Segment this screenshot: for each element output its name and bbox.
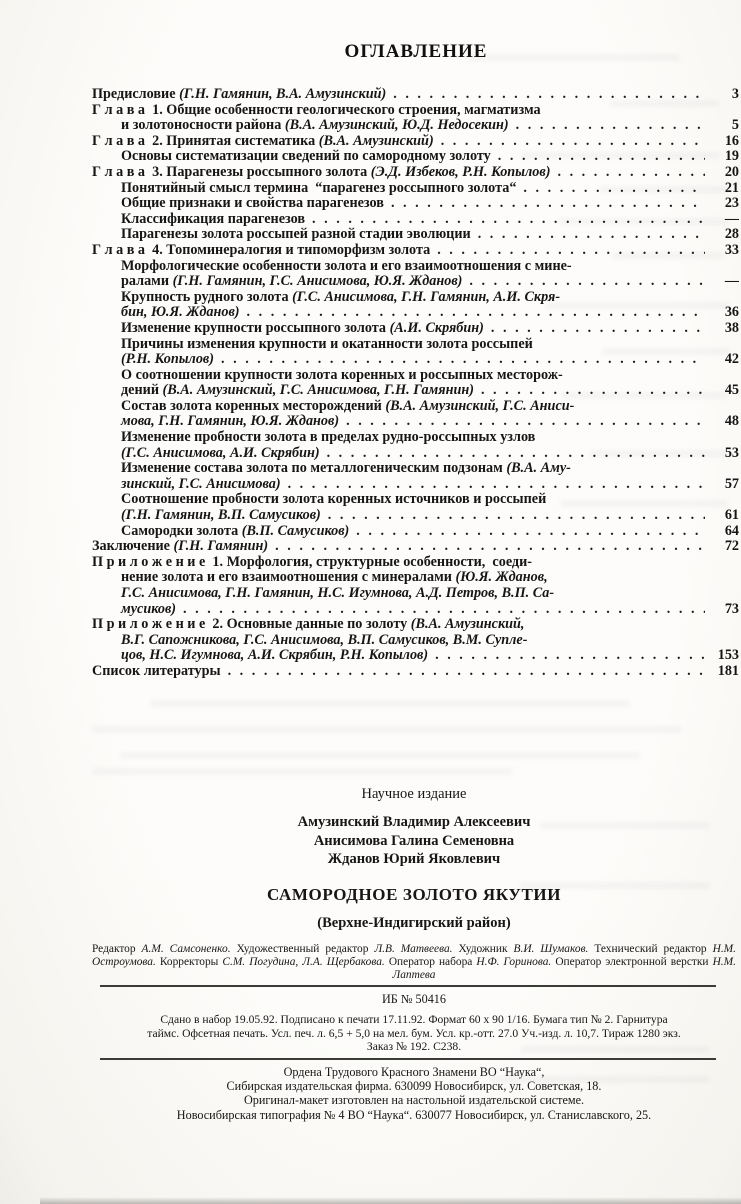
- toc-row: [92, 555, 739, 571]
- page-number: 38: [724, 320, 739, 336]
- dot-leader: [478, 227, 705, 243]
- dot-leader: [498, 149, 705, 165]
- bleedthrough-artifact: [92, 768, 512, 775]
- entry-text: Художник: [452, 942, 514, 955]
- authors-italic-text: Н.М. Лаптева: [392, 955, 736, 982]
- toc-entry-text: [92, 165, 550, 181]
- toc-row: [92, 446, 739, 462]
- toc-entry-text: [121, 274, 462, 290]
- authors-italic-text: цов, Н.С. Игумнова, А.И. Скрябин, Р.Н. Копылов): [121, 648, 429, 664]
- dot-leader: [228, 664, 705, 680]
- author-name: Амузинский Владимир Алексеевич: [297, 814, 531, 830]
- entry-text: Изменение состава золота по металлогеническим подзонам: [121, 461, 507, 477]
- toc-entry-text: [121, 414, 339, 430]
- authors-italic-text: В.Г. Сапожникова, Г.С. Анисимова, В.П. Самусиков, В.М. Супле-: [121, 632, 528, 648]
- entry-text: Оператор набора: [384, 955, 477, 968]
- print-info-line: таймс. Офсетная печать. Усл. печ. л. 6,5 + 5,0 на мел. бум. Усл. кр.-отт. 27.0 Уч.-изд. л. 10,7. Тираж 1280 экз.: [147, 1026, 681, 1040]
- author-name: Анисимова Галина Семеновна: [313, 832, 515, 849]
- entry-text: Изменение крупности россыпного золота: [121, 320, 390, 336]
- dot-leader: [523, 181, 705, 197]
- toc-entry-text: [92, 555, 532, 571]
- authors-italic-text: (В.А. Амузинский): [318, 133, 434, 149]
- entry-text: Заключение: [92, 539, 174, 555]
- bleedthrough-artifact: [120, 752, 640, 759]
- page-number: 21: [724, 180, 739, 196]
- dot-leader: [469, 274, 705, 290]
- toc-row: [92, 368, 739, 384]
- authors-italic-text: (Г.С. Анисимова, А.И. Скрябин): [121, 445, 320, 461]
- authors-italic-text: (В.А. Амузинский, Г.С. Анисимова, Г.Н. Гамянин): [162, 383, 474, 399]
- entry-text: Причины изменения крупности и окатанности золота россыпей: [121, 336, 533, 352]
- page-number: 45: [724, 383, 739, 399]
- authors-italic-text: (Г.Н. Гамянин, В.П. Самусиков): [121, 508, 321, 524]
- toc-row: [92, 227, 739, 243]
- page-number: 33: [724, 242, 739, 258]
- entry-text: Самородки золота: [121, 523, 242, 539]
- authors-italic-text: Г.С. Анисимова, Г.Н. Гамянин, Н.С. Игумнова, А.Д. Петров, В.П. Са-: [121, 586, 555, 601]
- dot-leader: [247, 305, 705, 321]
- toc-row: [92, 118, 739, 134]
- authors-italic-text: мова, Г.Н. Гамянин, Ю.Я. Жданов): [121, 414, 340, 430]
- toc-entry-text: [121, 383, 474, 399]
- page-number: 57: [724, 476, 739, 492]
- entry-text: Список литературы: [92, 663, 221, 679]
- bleedthrough-artifact: [92, 726, 682, 733]
- dot-leader: [288, 477, 705, 493]
- table-of-contents: [92, 87, 739, 680]
- toc-entry-text: [121, 337, 533, 353]
- dot-leader: [346, 414, 705, 430]
- toc-entry-text: [121, 477, 281, 493]
- entry-text: Состав золота коренных месторождений: [121, 398, 386, 414]
- dot-leader: [437, 243, 705, 259]
- toc-entry-text: [121, 461, 571, 477]
- toc-entry-text: [121, 446, 320, 462]
- book-subtitle: (Верхне-Индигирский район): [317, 914, 511, 931]
- entry-text: Крупность рудного золота: [121, 289, 293, 305]
- entry-text: Г л а в а 3. Парагенезы россыпного золота: [92, 164, 371, 180]
- toc-entry-text: [121, 430, 535, 446]
- toc-row: [92, 290, 739, 306]
- toc-entry-text: [92, 134, 434, 150]
- toc-row: [92, 103, 739, 119]
- toc-entry-text: [121, 570, 548, 586]
- page-number: 181: [717, 663, 739, 679]
- toc-entry-text: [92, 539, 268, 555]
- toc-row: [92, 430, 739, 446]
- authors-italic-text: (Г.С. Анисимова, Г.Н. Гамянин, А.И. Скря-: [292, 289, 561, 305]
- dot-leader: [328, 508, 705, 524]
- dot-leader: [221, 352, 705, 368]
- authors-italic-text: Л.В. Матвеева.: [374, 942, 453, 955]
- toc-row: [92, 633, 739, 649]
- toc-row: [92, 477, 739, 493]
- page-number: 36: [724, 305, 739, 321]
- toc-row: [92, 586, 739, 602]
- imprint-paragraph: [92, 943, 736, 983]
- entry-text: ралами: [121, 274, 173, 290]
- page-number: —: [724, 274, 739, 290]
- toc-entry-text: [121, 227, 471, 243]
- toc-row: [92, 274, 739, 290]
- toc-row: [92, 305, 739, 321]
- toc-entry-text: [92, 617, 524, 633]
- page-number: 73: [724, 601, 739, 617]
- authors-italic-text: зинский, Г.С. Анисимова): [121, 476, 281, 492]
- publisher-block: [88, 1065, 740, 1122]
- page-number: 53: [724, 445, 739, 461]
- page-number: 19: [724, 149, 739, 165]
- authors-italic-text: (Э.Д. Избеков, Р.Н. Копылов): [370, 164, 551, 180]
- authors-list: [88, 813, 740, 869]
- dot-leader: [481, 383, 705, 399]
- dot-leader: [441, 134, 705, 150]
- entry-text: Оператор электронной верстки: [551, 955, 713, 968]
- toc-row: [92, 149, 739, 165]
- authors-italic-text: Н.М. Остроумова.: [92, 942, 737, 968]
- toc-entry-text: [92, 243, 430, 259]
- toc-row: [92, 134, 739, 150]
- entry-text: П р и л о ж е н и е 1. Морфология, структурные особенности, соеди-: [92, 554, 532, 570]
- dot-leader: [491, 321, 705, 337]
- dot-leader: [391, 196, 705, 212]
- entry-text: Г л а в а 2. Принятая систематика: [92, 133, 319, 149]
- publisher-line: Ордена Трудового Красного Знамени ВО “Наука“,: [283, 1064, 545, 1079]
- toc-entry-text: [121, 648, 428, 664]
- entry-text: Основы систематизации сведений по самородному золоту: [121, 149, 491, 165]
- toc-row: [92, 539, 739, 555]
- entry-text: Соотношение пробности золота коренных источников и россыпей: [121, 492, 547, 508]
- page-number: 42: [724, 352, 739, 368]
- page-number: —: [724, 211, 739, 227]
- entry-text: Г л а в а 4. Топоминералогия и типоморфизм золота: [92, 242, 431, 258]
- toc-entry-text: [121, 352, 214, 368]
- toc-row: [92, 524, 739, 540]
- entry-text: Парагенезы золота россыпей разной стадии эволюции: [121, 227, 471, 243]
- page-title: ОГЛАВЛЕНИЕ: [344, 41, 488, 62]
- colophon: [88, 786, 740, 1122]
- entry-text: и золотоносности района: [121, 118, 285, 134]
- entry-text: дений: [121, 383, 163, 399]
- toc-row: [92, 337, 739, 353]
- dot-leader: [356, 524, 705, 540]
- entry-text: Корректоры: [155, 955, 223, 968]
- toc-entry-text: [121, 508, 321, 524]
- entry-text: Понятийный смысл термина “парагенез россыпного золота“: [121, 180, 517, 196]
- toc-row: [92, 165, 739, 181]
- authors-italic-text: С.М. Погудина, Л.А. Щербакова.: [222, 955, 385, 968]
- authors-italic-text: (В.П. Самусиков): [241, 523, 350, 539]
- toc-entry-text: [121, 259, 572, 275]
- authors-italic-text: мусиков): [121, 601, 177, 617]
- toc-entry-text: [92, 103, 541, 119]
- dot-leader: [435, 648, 705, 664]
- dot-leader: [183, 602, 705, 618]
- entry-text: Изменение пробности золота в пределах рудно-россыпных узлов: [121, 430, 536, 446]
- entry-text: Классификация парагенезов: [121, 211, 306, 227]
- authors-italic-text: (Г.Н. Гамянин): [173, 539, 269, 555]
- entry-text: Технический редактор: [588, 942, 713, 955]
- toc-entry-text: [121, 368, 563, 384]
- page-number: 48: [724, 414, 739, 430]
- page-number: 5: [731, 118, 739, 134]
- page-number: 3: [731, 87, 739, 102]
- dot-leader: [393, 87, 705, 103]
- authors-italic-text: (Р.Н. Копылов): [121, 352, 214, 368]
- page-number: 20: [724, 164, 739, 180]
- toc-entry-text: [121, 524, 349, 540]
- toc-entry-text: [121, 290, 560, 306]
- dot-leader: [312, 212, 705, 228]
- authors-italic-text: А.М. Самсоненко.: [141, 942, 231, 955]
- toc-entry-text: [121, 305, 240, 321]
- toc-row: [92, 648, 739, 664]
- toc-entry-text: [121, 399, 574, 415]
- page-number: 64: [724, 523, 739, 539]
- horizontal-rule: [100, 985, 716, 987]
- dot-leader: [327, 446, 705, 462]
- toc-entry-text: [121, 118, 509, 134]
- print-info: [88, 1013, 740, 1053]
- authors-italic-text: В.И. Шумаков.: [513, 942, 589, 955]
- dot-leader: [557, 165, 705, 181]
- entry-text: Г л а в а 1. Общие особенности геологического строения, магматизма: [92, 102, 541, 118]
- toc-entry-text: [121, 321, 484, 337]
- authors-italic-text: (Г.Н. Гамянин, Г.С. Анисимова, Ю.Я. Жданов): [172, 274, 463, 290]
- entry-text: Морфологические особенности золота и его взаимоотношения с мине-: [121, 258, 572, 274]
- toc-row: [92, 508, 739, 524]
- page-number: 153: [717, 648, 739, 664]
- toc-entry-text: [92, 87, 386, 103]
- toc-row: [92, 602, 739, 618]
- authors-italic-text: Н.Ф. Горинова.: [476, 955, 552, 968]
- toc-row: [92, 570, 739, 586]
- author-name: Жданов Юрий Яковлевич: [327, 851, 501, 868]
- toc-entry-text: [121, 602, 176, 618]
- toc-row: [92, 492, 739, 508]
- toc-row: [92, 243, 739, 259]
- book-title: САМОРОДНОЕ ЗОЛОТО ЯКУТИИ: [266, 884, 562, 904]
- toc-entry-text: [121, 633, 527, 649]
- publisher-line: Сибирская издательская фирма. 630099 Новосибирск, ул. Советская, 18.: [226, 1078, 602, 1093]
- toc-entry-text: [121, 586, 554, 602]
- entry-text: О соотношении крупности золота коренных и россыпных месторож-: [121, 367, 563, 383]
- authors-italic-text: (В.А. Аму-: [506, 461, 571, 477]
- entry-text: Общие признаки и свойства парагенезов: [121, 196, 384, 212]
- authors-italic-text: (В.А. Амузинский,: [410, 617, 525, 633]
- publisher-line: Новосибирская типография № 4 ВО “Наука“. 630077 Новосибирск, ул. Станиславского, 25.: [176, 1107, 652, 1122]
- authors-italic-text: (А.И. Скрябин): [389, 320, 484, 336]
- print-info-line: Сдано в набор 19.05.92. Подписано к печати 17.11.92. Формат 60 х 90 1/16. Бумага тип № 2. Гарнитура: [160, 1013, 668, 1027]
- toc-row: [92, 196, 739, 212]
- publisher-line: Оригинал-макет изготовлен на настольной издательской системе.: [243, 1093, 585, 1108]
- toc-entry-text: [92, 664, 221, 680]
- toc-row: [92, 352, 739, 368]
- page-number: 28: [724, 227, 739, 243]
- toc-row: [92, 617, 739, 633]
- dot-leader: [516, 118, 705, 134]
- toc-row: [92, 414, 739, 430]
- entry-text: нение золота и его взаимоотношения с минералами: [121, 570, 456, 586]
- entry-text: П р и л о ж е н и е 2. Основные данные по золоту: [92, 617, 411, 633]
- toc-row: [92, 664, 739, 680]
- ib-number: ИБ № 50416: [382, 992, 446, 1007]
- horizontal-rule: [100, 1058, 716, 1060]
- page-number: 72: [724, 539, 739, 555]
- toc-entry-text: [121, 492, 546, 508]
- toc-row: [92, 399, 739, 415]
- toc-row: [92, 461, 739, 477]
- page-number: 61: [724, 508, 739, 524]
- entry-text: Редактор: [92, 942, 142, 955]
- toc-row: [92, 383, 739, 399]
- toc-entry-text: [121, 181, 516, 197]
- bleedthrough-artifact: [150, 700, 630, 707]
- page-number: 23: [724, 196, 739, 212]
- entry-text: Предисловие: [92, 87, 180, 102]
- toc-entry-text: [121, 196, 384, 212]
- toc-entry-text: [121, 149, 491, 165]
- toc-row: [92, 87, 739, 103]
- entry-text: Художественный редактор: [230, 942, 375, 955]
- scan-edge-shadow: [40, 1197, 741, 1204]
- authors-italic-text: (Ю.Я. Жданов,: [455, 570, 548, 586]
- authors-italic-text: (В.А. Амузинский, Ю.Д. Недосекин): [284, 118, 509, 134]
- toc-row: [92, 181, 739, 197]
- toc-entry-text: [121, 212, 305, 228]
- toc-row: [92, 321, 739, 337]
- print-info-line: Заказ № 192. С238.: [366, 1040, 462, 1054]
- edition-note: Научное издание: [361, 786, 467, 802]
- authors-italic-text: (Г.Н. Гамянин, В.А. Амузинский): [179, 87, 387, 102]
- authors-italic-text: (В.А. Амузинский, Г.С. Аниси-: [385, 398, 575, 414]
- dot-leader: [275, 539, 705, 555]
- toc-row: [92, 259, 739, 275]
- authors-italic-text: бин, Ю.Я. Жданов): [121, 305, 240, 321]
- page-number: 16: [724, 133, 739, 149]
- toc-row: [92, 212, 739, 228]
